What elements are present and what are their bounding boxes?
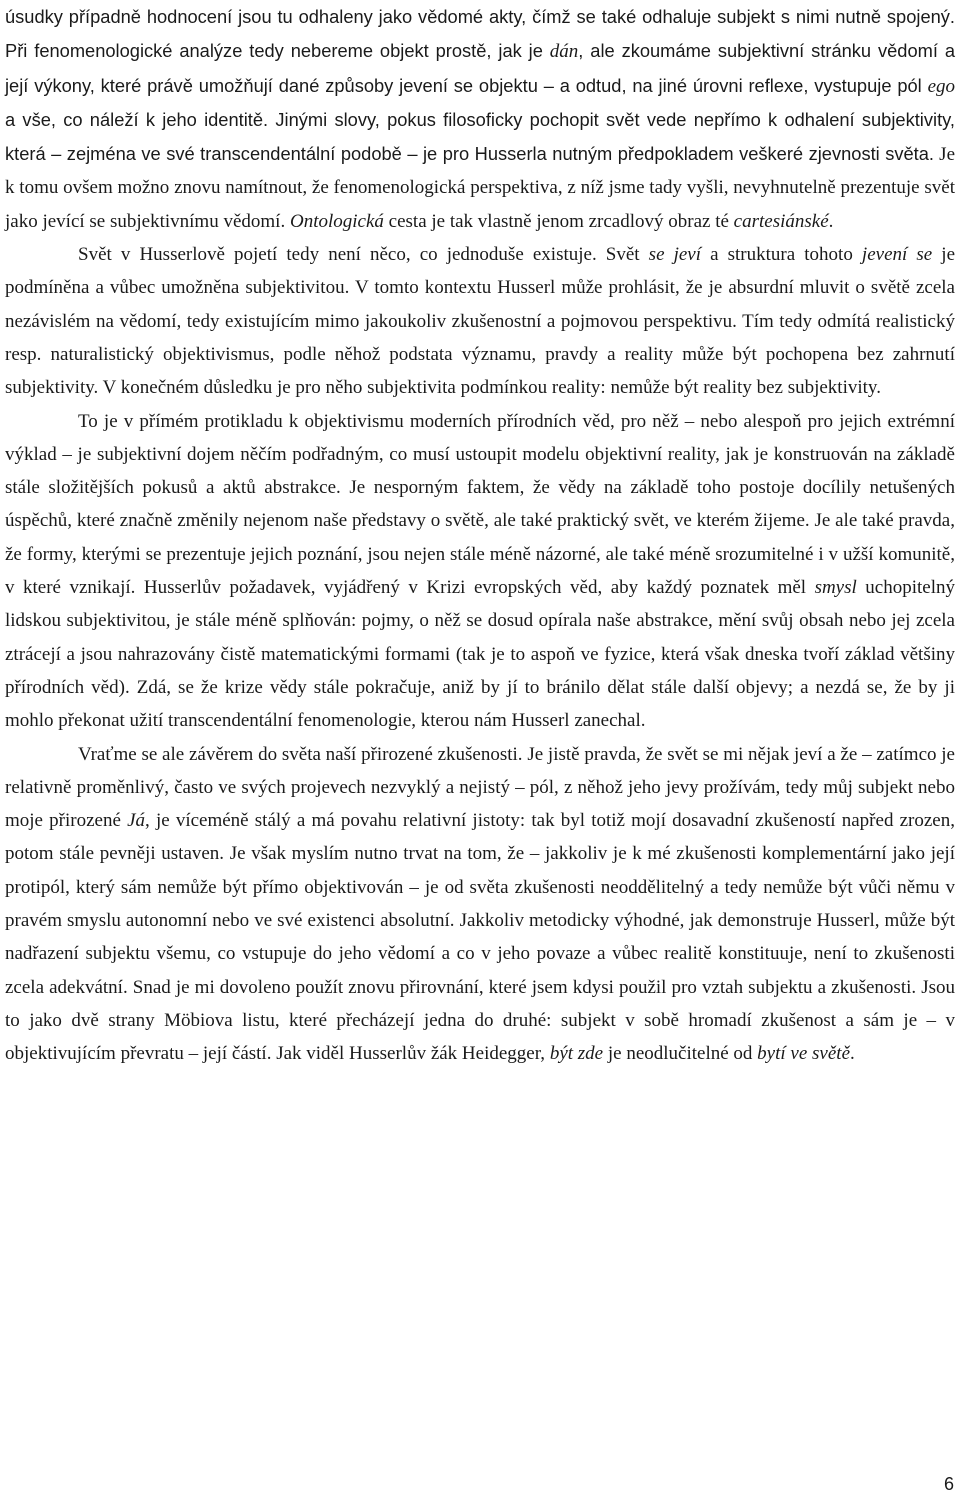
paragraph-4-text-b: , je víceméně stálý a má povahu relativní jistoty: tak byl totiž mojí dosavadní zkušeností napřed zrozen, potom stále pevněji ustaven. Je však myslím nutno trvat na tom, že – jakkoliv je k mé zkušenosti komplementární jako její protipól, který sám nemůže být přímo objektivován – je od světa zkušenosti neoddělitelný a tedy nemůže být vůči němu v pravém smyslu autonomní nebo ve své existenci absolutní. Jakkoliv metodicky výhodné, jak demonstruje Husserl, může být nadřazení subjektu všemu, co vstupuje do jeho vědomí a co v jeho povaze a vůbec realitě konstituuje, není to zkušenosti zcela adekvátní. Snad je mi dovoleno použít znovu přirovnání, které jsem kdysi použil pro vztah subjektu a zkušenosti. Jsou to jako dvě strany Möbiova listu, které přecházejí jedna do druhé: subjekt v sobě hromadí zkušenost a sám je – v objektivujícím převratu – její částí. Jak viděl Husserlův žák Heidegger, xyxy=(5,810,955,1065)
paragraph-1-sentence-5a: cesta je tak vlastně jenom zrcadlový obraz té xyxy=(383,210,734,232)
paragraph-2-text-c: je podmíněna a vůbec umožněna subjektivitou. V tomto kontextu Husserl může prohlásit, že je absurdní mluvit o světě zcela nezávislém na vědomí, tedy existujícím mimo jakoukoliv zkušenostní a pojmovou perspektivu. Tím tedy odmítá realistický resp. naturalistický objektivismus, podle něhož podstata významu, pravdy a reality může být pochopena bez zahrnutí subjektivity. V konečném důsledku je pro něho subjektivita podmínkou reality: nemůže být reality bez subjektivity. xyxy=(5,244,956,399)
paragraph-2 xyxy=(5,238,955,404)
paragraph-3-text-a: To je v přímém protikladu k objektivismu moderních přírodních věd, pro něž – nebo alespoň pro jejich extrémní výklad – je subjektivní dojem něčím podřadným, co musí ustoupit modelu objektivní reality, jak je konstruován na základě stále složitějších pokusů a aktů abstrakce. Je nesporným faktem, že vědy na základě toho postoje docílily netušených úspěchů, které značně změnily nejenom naše představy o světě, ale také praktický svět, ve kterém žijeme. Je ale také pravda, že formy, kterými se prezentuje jejich poznání, jsou nejen stále méně názorné, ale také méně srozumitelné i v užší komunitě, v které vznikají. Husserlův požadavek, vyjádřený v Krizi evropských věd, aby každý poznatek měl xyxy=(5,410,955,599)
emphasis-byti-ve-svete: bytí ve světě xyxy=(757,1043,851,1065)
paragraph-4-text-c: je neodlučitelné od xyxy=(603,1043,758,1065)
paragraph-2-text-b: a struktura tohoto xyxy=(701,244,862,266)
paragraph-1-sentence-1: úsudky případně hodnocení jsou tu odhaleny jako vědomé akty, čímž se také odhaluje subjekt s nimi nutně spojený. xyxy=(5,6,955,27)
emphasis-smysl: smysl xyxy=(814,577,857,599)
emphasis-se-jevi: se jeví xyxy=(648,244,702,266)
page-number: 6 xyxy=(943,1474,954,1494)
paragraph-3-text-b: uchopitelný lidskou subjektivitou, je stále méně splňován: pojmy, o něž se dosud opírala naše abstrakce, mění svůj obsah nebo jej zcela ztrácejí a jsou nahrazovány čistě matematickými formami (tak je to aspoň ve fyzice, která však dneska tvoří základ většiny přírodních věd). Zdá, se že krize vědy stále pokračuje, aniž by jí to bránilo dělat stále další objevy; a nezdá se, že by ji mohlo překonat užití transcendentální fenomenologie, kterou nám Husserl zanechal. xyxy=(5,577,955,732)
paragraph-1-sentence-2c: a vše, co náleží k jeho identitě. xyxy=(5,108,269,130)
emphasis-ontologicka: Ontologická xyxy=(289,210,384,232)
emphasis-ja: Já xyxy=(127,810,146,832)
paragraph-1-sentence-4: Je k tomu ovšem možno znovu namítnout, že fenomenologická perspektiva, z níž jsme tady vyšli, nevyhnutelně prezentuje svět jako jevící se subjektivnímu vědomí. xyxy=(5,144,955,232)
paragraph-1-sentence-2a: Při fenomenologické analýze tedy nebereme objekt prostě, jak je xyxy=(5,40,550,62)
emphasis-ego: ego xyxy=(927,75,955,97)
paragraph-2-text-a: Svět v Husserlově pojetí tedy není něco, co jednoduše existuje. Svět xyxy=(78,244,649,266)
paragraph-4 xyxy=(5,738,955,1071)
paragraph-1-sentence-3: Jinými slovy, pokus filosoficky pochopit svět vede nepřímo k odhalení subjektivity, která – zejména ve své transcendentální podobě – je pro Husserla nutným předpokladem veškeré zjevnosti světa. xyxy=(5,108,956,165)
emphasis-jeveni-se: jevení se xyxy=(861,244,933,266)
emphasis-byt-zde: být zde xyxy=(549,1043,604,1065)
paragraph-1-sentence-2b: , ale zkoumáme subjektivní stránku vědomí a její výkony, které právě umožňují dané způsoby jevení se objektu – a odtud, na jiné úrovni reflexe, vystupuje pól xyxy=(5,40,955,96)
paragraph-4-text-a: Vraťme se ale závěrem do světa naší přirozené zkušenosti. Je jistě pravda, že svět se mi nějak jeví a že – zatímco je relativně proměnlivý, často ve svých projevech nezvyklý a nejistý – pól, z něhož jeho jevy prožívám, tedy můj subjekt nebo moje přirozené xyxy=(5,743,955,832)
paragraph-4-text-d: . xyxy=(850,1043,855,1065)
emphasis-dan: dán xyxy=(549,41,579,63)
emphasis-cartesianske: cartesiánské xyxy=(733,210,829,232)
paragraph-1-sentence-5b: . xyxy=(828,210,834,232)
paragraph-3 xyxy=(5,405,955,738)
paragraph-1 xyxy=(5,0,955,238)
document-page xyxy=(5,0,955,1071)
